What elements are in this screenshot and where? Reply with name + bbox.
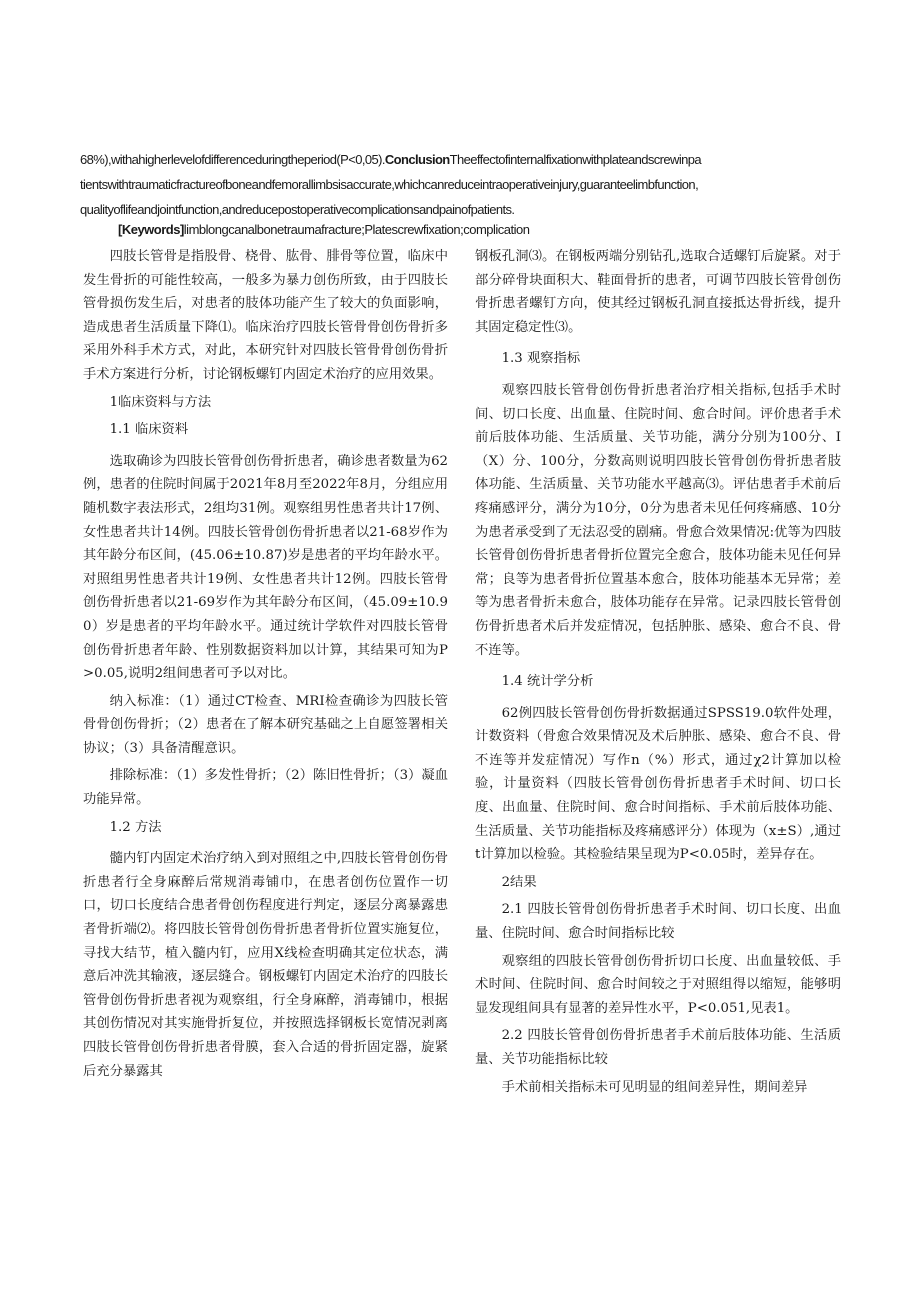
abstract-line-1 xyxy=(80,147,840,172)
section-heading-1-3: 1.3 观察指标 xyxy=(501,351,581,367)
section-heading-1-4: 1.4 统计学分析 xyxy=(501,674,594,690)
intro-paragraph: 四肢长管骨是指股骨、桡骨、肱骨、腓骨等位置，临床中发生骨折的可能性较高，一般多为暴力创伤所致，由于四肢长管骨损伤发生后，对患者的肢体功能产生了较大的负面影响，造成患者生活质量下降⑴。临床治疗四肢长管骨骨创伤骨折多采用外科手术方式，对此，本研究针对四肢长管骨骨创伤骨折手术方案进行分析，讨论钢板螺钉内固定术治疗的应用效果。 xyxy=(83,249,448,382)
section-heading-1-2: 1.2 方法 xyxy=(109,819,162,835)
keywords-label: [Keywords] xyxy=(118,222,184,237)
right-column xyxy=(475,245,841,1099)
abstract-text: 68%),withahigherlevelofdifferenceduringtheperiod(P<0,05). xyxy=(80,152,385,167)
section-heading-1-1: 1.1 临床资料 xyxy=(109,422,189,438)
keywords-line xyxy=(118,220,878,240)
section-heading-2: 2结果 xyxy=(501,874,537,890)
section-heading-1: 1临床资料与方法 xyxy=(109,394,212,410)
results-paragraph-2-2: 手术前相关指标未可见明显的组间差异性，期间差异 xyxy=(501,1079,808,1095)
section-heading-2-1: 2.1 四肢长管骨创伤骨折患者手术时间、切口长度、出血量、住院时间、愈合时间指标比较 xyxy=(475,902,841,942)
inclusion-criteria-paragraph: 纳入标准：（1）通过CT检查、MRI检查确诊为四肢长管骨骨创伤骨折；（2）患者在了解本研究基础之上自愿签署相关协议；（3）具备清醒意识。 xyxy=(83,693,448,756)
methods-paragraph: 髓内钉内固定术治疗纳入到对照组之中,四肢长管骨创伤骨折患者行全身麻醉后常规消毒铺巾，在患者创伤位置作一切口，切口长度结合患者骨创伤程度进行判定，逐层分离暴露患者骨折端⑵。将四肢长管骨创伤骨折患者骨折位置实施复位，寻找大结节，植入髓内钉，应用X线检查明确其定位状态，满意后冲洗其输液，逐层缝合。钢板螺钉内固定术治疗的四肢长管骨创伤骨折患者视为观察组，行全身麻醉，消毒铺巾，根据其创伤情况对其实施骨折复位，并按照选择钢板长宽情况剥离四肢长管骨创伤骨折患者骨膜，套入合适的骨折固定器，旋紧后充分暴露其 xyxy=(83,851,448,1079)
left-column xyxy=(83,245,448,1083)
abstract-line-3: qualityoflifeandjointfunction,andreducepostoperativecomplicationsandpainofpatients. xyxy=(80,202,515,217)
abstract-line-2: tientswithtraumaticfractureofboneandfemorallimbsisaccurate,whichcanreduceintraoperativeinjury,guaranteelimbfunction, xyxy=(80,177,699,192)
english-abstract xyxy=(80,147,840,222)
results-paragraph-2-1: 观察组的四肢长管骨创伤骨折切口长度、出血量较低、手术时间、住院时间、愈合时间较之于对照组得以缩短，能够明显发现组间具有显著的差异性水平，P<0.051,见表1。 xyxy=(475,953,841,1016)
methods-continued-paragraph: 钢板孔洞⑶。在钢板两端分别钻孔,选取合适螺钉后旋紧。对于部分碎骨块面积大、鞋面骨折的患者，可调节四肢长管骨创伤骨折患者螺钉方向，使其经过钢板孔洞直接抵达骨折线，提升其固定稳定性⑶。 xyxy=(475,249,841,335)
keywords-text: limblongcanalbonetraumafracture;Platescrewfixation;complication xyxy=(183,222,530,237)
abstract-text: Theeffectofinternalfixationwithplateandscrewinpa xyxy=(449,152,702,167)
conclusion-label: Conclusion xyxy=(384,152,450,167)
exclusion-criteria-paragraph: 排除标准：（1）多发性骨折；（2）陈旧性骨折；（3）凝血功能异常。 xyxy=(83,768,448,808)
section-heading-2-2: 2.2 四肢长管骨创伤骨折患者手术前后肢体功能、生活质量、关节功能指标比较 xyxy=(475,1028,841,1067)
clinical-data-paragraph: 选取确诊为四肢长管骨创伤骨折患者，确诊患者数量为62例，患者的住院时间属于2021年8月至2022年8月，分组应用随机数字表法形式，2组均31例。观察组男性患者共计17例、女性患者共计14例。四肢长管骨创伤骨折患者以21-68岁作为其年龄分布区间，(45.06±10.87)岁是患者的平均年龄水平。对照组男性患者共计19例、女性患者共计12例。四肢长管骨创伤骨折患者以21-69岁作为其年龄分布区间，（45.09±10.90）岁是患者的平均年龄水平。通过统计学软件对四肢长管骨创伤骨折患者年龄、性别数据资料加以计算，其结果可知为P>0.05,说明2组间患者可予以对比。 xyxy=(83,453,448,682)
statistics-paragraph: 62例四肢长管骨创伤骨折数据通过SPSS19.0软件处理，计数资料（骨愈合效果情况及术后肿胀、感染、愈合不良、骨不连等并发症情况）写作n（%）形式，通过χ2计算加以检验，计量资料（四肢长管骨创伤骨折患者手术时间、切口长度、出血量、住院时间、愈合时间指标、手术前后肢体功能、生活质量、关节功能指标及疼痛感评分）体现为（x±S）,通过t计算加以检验。其检验结果呈现为P<0.05时，差异存在。 xyxy=(475,705,841,863)
observation-indicators-paragraph: 观察四肢长管骨创伤骨折患者治疗相关指标,包括手术时间、切口长度、出血量、住院时间、愈合时间。评价患者手术前后肢体功能、生活质量、关节功能，满分分别为100分、I（X）分、100分，分数高则说明四肢长管骨创伤骨折患者肢体功能、生活质量、关节功能水平越高⑶。评估患者手术前后疼痛感评分，满分为10分，0分为患者未见任何疼痛感、10分为患者承受到了无法忍受的剧痛。骨愈合效果情况:优等为四肢长管骨创伤骨折患者骨折位置完全愈合，肢体功能未见任何异常；良等为患者骨折位置基本愈合，肢体功能基本无异常；差等为患者骨折未愈合，肢体功能存在异常。记录四肢长管骨创伤骨折患者术后并发症情况，包括肿胀、感染、愈合不良、骨不连等。 xyxy=(475,382,841,658)
